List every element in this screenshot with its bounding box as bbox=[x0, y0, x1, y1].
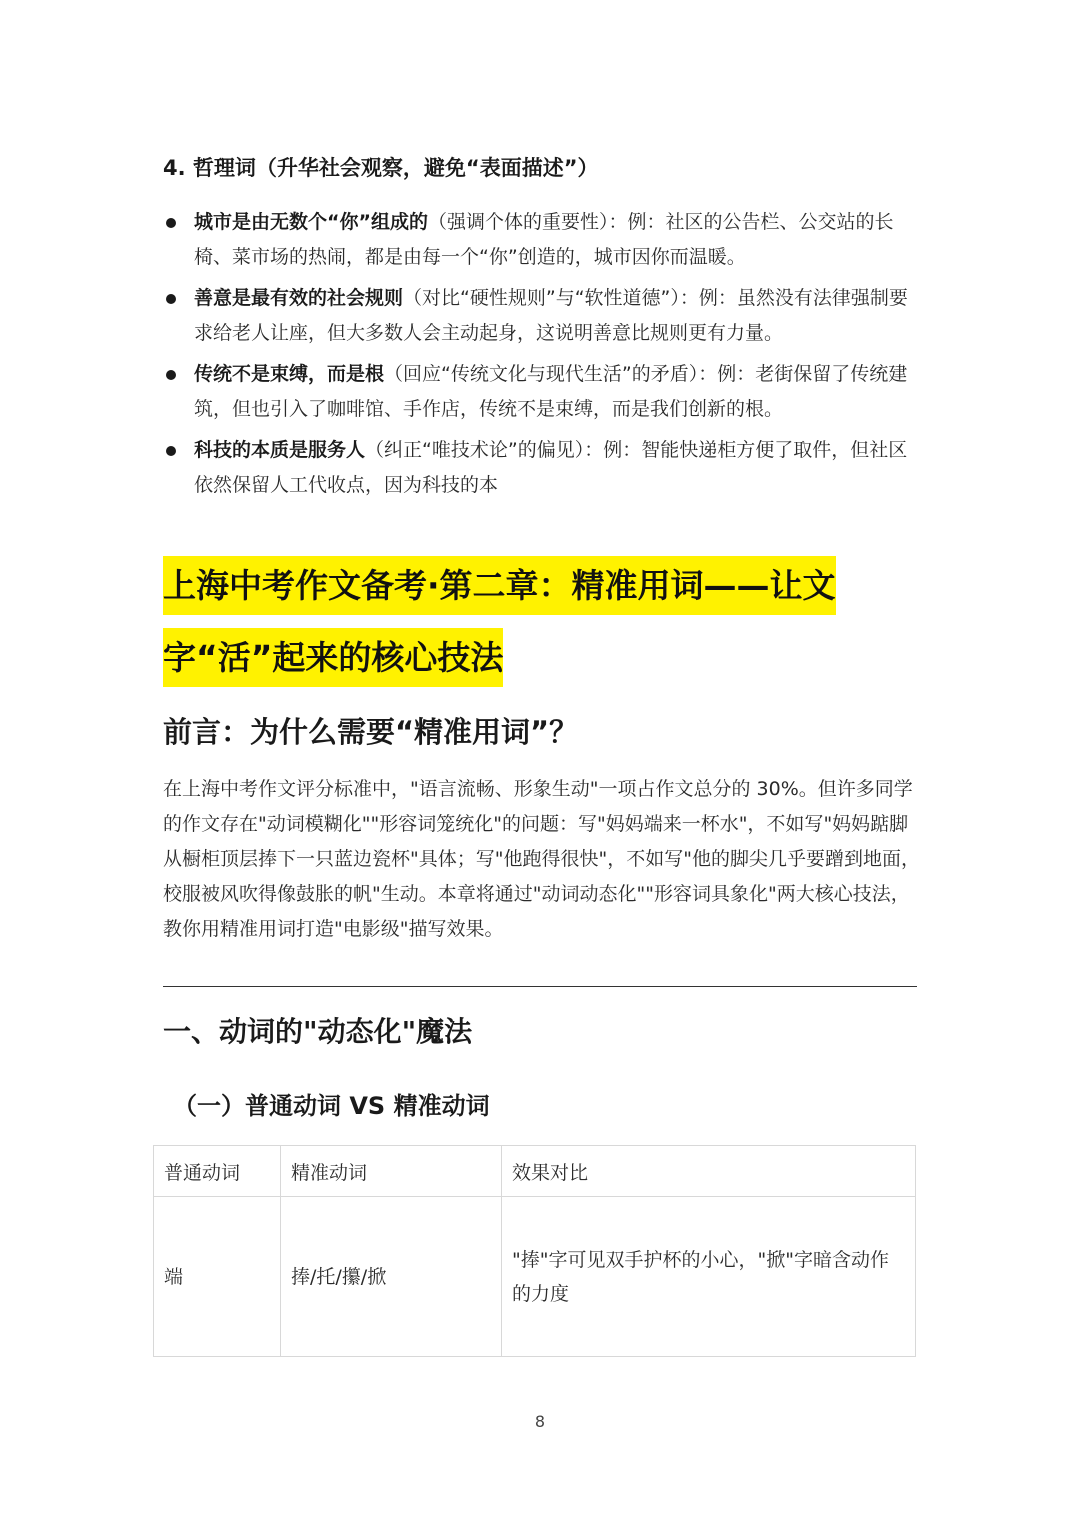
bullet-text: （回应“传统文化与现代生活”的矛盾）：例：老街保留了传统建筑，但也引入了咖啡馆、手作店，传统不是束缚，而是我们创新的根。 bbox=[194, 363, 908, 420]
bullet-term: 传统不是束缚，而是根 bbox=[194, 363, 385, 385]
chapter-title bbox=[163, 550, 923, 694]
bullet-item bbox=[163, 281, 923, 351]
bullet-dot-icon bbox=[166, 370, 176, 380]
section-divider bbox=[163, 986, 917, 987]
bullet-item bbox=[163, 205, 923, 275]
philosophy-bullet-list bbox=[163, 205, 923, 509]
philosophy-words-heading: 4. 哲理词（升华社会观察，避免“表面描述”） bbox=[163, 156, 599, 180]
bullet-text: （强调个体的重要性）：例：社区的公告栏、公交站的长椅、菜市场的热闹，都是由每一个“你”创造的，城市因你而温暖。 bbox=[194, 211, 894, 268]
bullet-dot-icon bbox=[166, 446, 176, 456]
table-header-cell: 精准动词 bbox=[281, 1146, 502, 1197]
bullet-text: （纠正“唯技术论”的偏见）：例：智能快递柜方便了取件，但社区依然保留人工代收点，因为科技的本 bbox=[194, 439, 908, 496]
bullet-item bbox=[163, 433, 923, 503]
bullet-dot-icon bbox=[166, 294, 176, 304]
table-cell: "捧"字可见双手护杯的小心，"掀"字暗含动作的力度 bbox=[502, 1197, 916, 1357]
table-header-row bbox=[154, 1146, 916, 1197]
intro-heading: 前言：为什么需要“精准用词”？ bbox=[163, 715, 579, 749]
table-cell: 捧/托/攥/掀 bbox=[281, 1197, 502, 1357]
bullet-item bbox=[163, 357, 923, 427]
table-header-cell: 普通动词 bbox=[154, 1146, 281, 1197]
table-cell: 端 bbox=[154, 1197, 281, 1357]
bullet-dot-icon bbox=[166, 218, 176, 228]
verb-comparison-table bbox=[153, 1145, 916, 1357]
bullet-term: 善意是最有效的社会规则 bbox=[194, 287, 404, 309]
bullet-term: 城市是由无数个“你”组成的 bbox=[194, 211, 428, 233]
page-number: 8 bbox=[534, 1412, 546, 1431]
bullet-term: 科技的本质是服务人 bbox=[194, 439, 366, 461]
intro-paragraph: 在上海中考作文评分标准中，"语言流畅、形象生动"一项占作文总分的 30%。但许多同学的作文存在"动词模糊化""形容词笼统化"的问题：写"妈妈端来一杯水"，不如写"妈妈踮脚从橱柜顶层捧下一只蓝边瓷杯"具体；写"他跑得很快"，不如写"他的脚尖几乎要蹭到地面，校服被风吹得像鼓胀的帆"生动。本章将通过"动词动态化""形容词具象化"两大核心技法，教你用精准用词打造"电影级"描写效果。 bbox=[163, 778, 920, 940]
table-row bbox=[154, 1197, 916, 1357]
section-heading: 一、动词的"动态化"魔法 bbox=[163, 1015, 473, 1048]
bullet-text: （对比“硬性规则”与“软性道德”）：例：虽然没有法律强制要求给老人让座，但大多数人会主动起身，这说明善意比规则更有力量。 bbox=[194, 287, 908, 344]
chapter-title-highlight: 上海中考作文备考·第二章：精准用词——让文字“活”起来的核心技法 bbox=[163, 556, 836, 687]
table-header-cell: 效果对比 bbox=[502, 1146, 916, 1197]
subsection-heading: （一）普通动词 VS 精准动词 bbox=[173, 1092, 490, 1120]
